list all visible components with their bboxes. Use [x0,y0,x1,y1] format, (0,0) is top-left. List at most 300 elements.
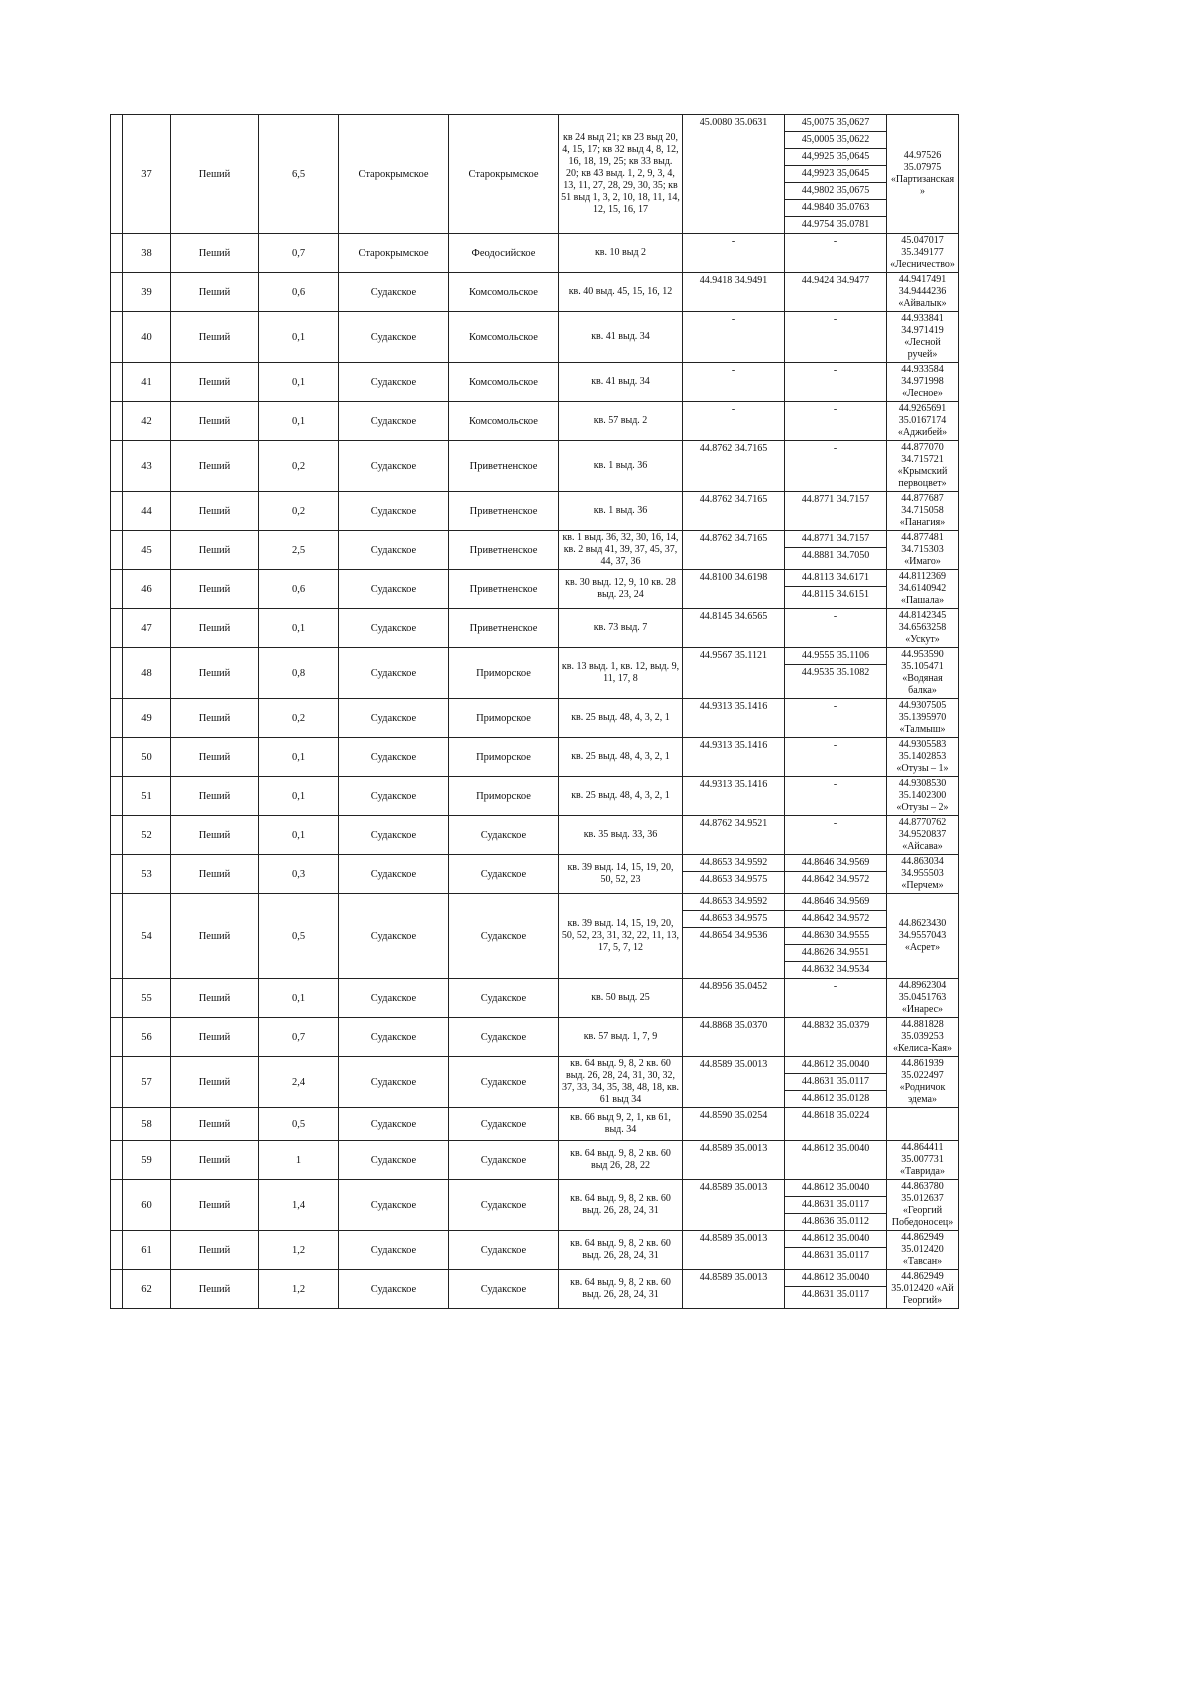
forestry-name: Судакское [339,492,449,531]
district-name: Комсомольское [449,402,559,441]
start-coords-line: 44.8762 34.7165 [699,494,768,505]
trail-type: Пеший [171,894,259,979]
object-coords: 44.863034 34.955503 «Перчем» [887,855,959,894]
table-row [111,570,959,609]
margin-cell [111,1270,123,1309]
quarter-allotments: кв. 57 выд. 1, 7, 9 [559,1018,683,1057]
forestry-name: Судакское [339,894,449,979]
trail-type: Пеший [171,531,259,570]
margin-cell [111,492,123,531]
end-coords-line: 45,0075 35,0627 [785,115,886,132]
start-coords-line: 44.9313 35.1416 [699,701,768,712]
district-name: Судакское [449,1108,559,1141]
table-row [111,312,959,363]
end-coords [785,1141,887,1180]
end-coords [785,1270,887,1309]
start-coords [683,777,785,816]
margin-cell [111,402,123,441]
end-coords-line: - [833,981,838,992]
start-coords [683,979,785,1018]
quarter-allotments: кв. 73 выд. 7 [559,609,683,648]
forestry-name: Судакское [339,1141,449,1180]
district-name: Приветненское [449,570,559,609]
end-coords-line: - [833,365,838,376]
row-number: 48 [123,648,171,699]
end-coords-line: - [833,779,838,790]
end-coords [785,738,887,777]
row-number: 37 [123,115,171,234]
forestry-name: Судакское [339,570,449,609]
row-number: 51 [123,777,171,816]
end-coords [785,363,887,402]
start-coords-line: 44.9313 35.1416 [699,740,768,751]
district-name: Судакское [449,894,559,979]
forestry-name: Судакское [339,312,449,363]
end-coords-line: 44.9840 35.0763 [785,200,886,217]
start-coords [683,855,785,894]
end-coords [785,1180,887,1231]
end-coords-line: 44.9535 35.1082 [801,667,870,678]
trail-type: Пеший [171,699,259,738]
end-coords-line: 44,9923 35,0645 [785,166,886,183]
row-number: 53 [123,855,171,894]
object-coords: 44.861939 35.022497 «Родничок эдема» [887,1057,959,1108]
start-coords-line: - [731,365,736,376]
forestry-name: Судакское [339,531,449,570]
district-name: Судакское [449,816,559,855]
document-page [110,114,958,1309]
start-coords [683,648,785,699]
start-coords [683,1057,785,1108]
start-coords-line: 44.8762 34.9521 [699,818,768,829]
start-coords-line: 44.8590 35.0254 [699,1110,768,1121]
district-name: Судакское [449,1231,559,1270]
start-coords [683,1108,785,1141]
end-coords-line: 44.8115 34.6151 [801,589,870,600]
forestry-name: Судакское [339,1231,449,1270]
start-coords-line: 44.8653 34.9575 [699,874,768,885]
start-coords-line: 44.8145 34.6565 [699,611,768,622]
trail-type: Пеший [171,273,259,312]
quarter-allotments: кв. 66 выд 9, 2, 1, кв 61, выд. 34 [559,1108,683,1141]
table-row [111,648,959,699]
forestry-name: Старокрымское [339,234,449,273]
object-coords: 45.047017 35.349177 «Лесничество» [887,234,959,273]
start-coords [683,312,785,363]
quarter-allotments: кв. 13 выд. 1, кв. 12, выд. 9, 11, 17, 8 [559,648,683,699]
quarter-allotments: кв. 64 выд. 9, 8, 2 кв. 60 выд 26, 28, 22 [559,1141,683,1180]
district-name: Комсомольское [449,312,559,363]
trail-length: 0,1 [259,402,339,441]
start-coords [683,1180,785,1231]
quarter-allotments: кв 24 выд 21; кв 23 выд 20, 4, 15, 17; кв 32 выд 4, 8, 12, 16, 18, 19, 25; кв 33 выд. 20; кв 43 выд. 1, 2, 9, 3, 4, 13, 11, 27, 28, 29, 30, 35; кв 51 выд 1, 3, 2, 10, 18, 11, 14, 12, 15, 16, 17 [559,115,683,234]
forestry-name: Судакское [339,979,449,1018]
trail-length: 0,2 [259,441,339,492]
trail-type: Пеший [171,1231,259,1270]
end-coords [785,570,887,609]
district-name: Приветненское [449,441,559,492]
end-coords-line: 44.8771 34.7157 [801,494,870,505]
end-coords-line: - [833,236,838,247]
row-number: 60 [123,1180,171,1231]
end-coords [785,894,887,979]
district-name: Феодосийское [449,234,559,273]
quarter-allotments: кв. 41 выд. 34 [559,312,683,363]
margin-cell [111,648,123,699]
district-name: Комсомольское [449,363,559,402]
district-name: Судакское [449,1141,559,1180]
row-number: 38 [123,234,171,273]
end-coords [785,1108,887,1141]
start-coords-line: - [731,314,736,325]
forestry-name: Судакское [339,609,449,648]
object-coords: 44.8623430 34.9557043 «Асрет» [887,894,959,979]
trail-length: 1,4 [259,1180,339,1231]
trail-length: 0,3 [259,855,339,894]
quarter-allotments: кв. 1 выд. 36 [559,441,683,492]
object-coords: 44.862949 35.012420 «Тавсан» [887,1231,959,1270]
trail-length: 0,1 [259,816,339,855]
table-row [111,1141,959,1180]
district-name: Приветненское [449,609,559,648]
forestry-name: Судакское [339,777,449,816]
row-number: 43 [123,441,171,492]
row-number: 46 [123,570,171,609]
start-coords-line: 44.8589 35.0013 [699,1272,768,1283]
margin-cell [111,115,123,234]
start-coords [683,609,785,648]
quarter-allotments: кв. 64 выд. 9, 8, 2 кв. 60 выд. 26, 28, 24, 31 [559,1270,683,1309]
forestry-name: Судакское [339,1180,449,1231]
margin-cell [111,1180,123,1231]
object-coords: 44.97526 35.07975 «Партизанская» [887,115,959,234]
quarter-allotments: кв. 64 выд. 9, 8, 2 кв. 60 выд. 26, 28, 24, 31 [559,1231,683,1270]
forestry-name: Судакское [339,441,449,492]
row-number: 44 [123,492,171,531]
trail-length: 0,1 [259,312,339,363]
trail-type: Пеший [171,1180,259,1231]
start-coords [683,402,785,441]
margin-cell [111,1108,123,1141]
trail-length: 2,5 [259,531,339,570]
district-name: Старокрымское [449,115,559,234]
trail-length: 1 [259,1141,339,1180]
table-row [111,1108,959,1141]
object-coords: 44.877070 34.715721 «Крымский первоцвет» [887,441,959,492]
margin-cell [111,609,123,648]
quarter-allotments: кв. 10 выд 2 [559,234,683,273]
quarter-allotments: кв. 35 выд. 33, 36 [559,816,683,855]
end-coords [785,979,887,1018]
end-coords-line: 44.9754 35.0781 [801,219,870,230]
margin-cell [111,1231,123,1270]
start-coords-line: 44.8762 34.7165 [699,533,768,544]
trail-length: 0,2 [259,492,339,531]
district-name: Судакское [449,1018,559,1057]
start-coords [683,1018,785,1057]
forestry-name: Судакское [339,816,449,855]
table-row [111,1180,959,1231]
table-row [111,738,959,777]
forestry-name: Старокрымское [339,115,449,234]
start-coords [683,1270,785,1309]
table-row [111,363,959,402]
end-coords-line: - [833,314,838,325]
trail-type: Пеший [171,1270,259,1309]
end-coords-line: 44.8642 34.9572 [785,911,886,928]
end-coords-line: 44.8612 35.0040 [785,1270,886,1287]
end-coords-line: 44.8631 35.0117 [785,1074,886,1091]
object-coords: 44.8770762 34.9520837 «Айсава» [887,816,959,855]
district-name: Судакское [449,979,559,1018]
row-number: 50 [123,738,171,777]
trail-length: 2,4 [259,1057,339,1108]
quarter-allotments: кв. 25 выд. 48, 4, 3, 2, 1 [559,699,683,738]
district-name: Приветненское [449,531,559,570]
trail-type: Пеший [171,1057,259,1108]
start-coords-line: 44.9418 34.9491 [699,275,768,286]
trail-type: Пеший [171,738,259,777]
margin-cell [111,699,123,738]
start-coords-line: 44.8653 34.9592 [683,855,784,872]
start-coords-line: 44.8956 35.0452 [699,981,768,992]
object-coords: 44.864411 35.007731 «Таврида» [887,1141,959,1180]
row-number: 61 [123,1231,171,1270]
object-coords: 44.9308530 35.1402300 «Отузы – 2» [887,777,959,816]
object-coords: 44.881828 35.039253 «Келиса-Кая» [887,1018,959,1057]
trail-type: Пеший [171,1141,259,1180]
object-coords: 44.863780 35.012637 «Георгий Победоносец» [887,1180,959,1231]
end-coords-line: 44.8631 35.0117 [785,1197,886,1214]
quarter-allotments: кв. 64 выд. 9, 8, 2 кв. 60 выд. 26, 28, 24, 31 [559,1180,683,1231]
object-coords: 44.8962304 35.0451763 «Инарес» [887,979,959,1018]
end-coords-line: 44.8636 35.0112 [801,1216,870,1227]
end-coords [785,273,887,312]
start-coords-line: 44.8589 35.0013 [699,1233,768,1244]
start-coords-line: 44.8589 35.0013 [699,1182,768,1193]
table-row [111,531,959,570]
start-coords [683,234,785,273]
end-coords [785,115,887,234]
table-row [111,441,959,492]
table-row [111,1231,959,1270]
quarter-allotments: кв. 39 выд. 14, 15, 19, 20, 50, 52, 23, 31, 32, 22, 11, 13, 17, 5, 7, 12 [559,894,683,979]
row-number: 47 [123,609,171,648]
row-number: 54 [123,894,171,979]
forestry-name: Судакское [339,855,449,894]
start-coords-line: 44.8589 35.0013 [699,1059,768,1070]
table-row [111,1018,959,1057]
table-row [111,234,959,273]
start-coords [683,531,785,570]
start-coords-line: 45.0080 35.0631 [699,117,768,128]
district-name: Судакское [449,1057,559,1108]
district-name: Приморское [449,648,559,699]
start-coords [683,699,785,738]
district-name: Судакское [449,1270,559,1309]
start-coords-line: 44.8653 34.9592 [683,894,784,911]
forestry-name: Судакское [339,1057,449,1108]
district-name: Приморское [449,738,559,777]
margin-cell [111,738,123,777]
end-coords [785,234,887,273]
end-coords [785,648,887,699]
margin-cell [111,1057,123,1108]
table-row [111,979,959,1018]
object-coords [887,1108,959,1141]
row-number: 42 [123,402,171,441]
end-coords-line: - [833,701,838,712]
end-coords-line: 44.8612 35.0040 [785,1057,886,1074]
end-coords-line: 45,0005 35,0622 [785,132,886,149]
quarter-allotments: кв. 1 выд. 36 [559,492,683,531]
end-coords-line: 44.8612 35.0040 [785,1231,886,1248]
margin-cell [111,816,123,855]
margin-cell [111,979,123,1018]
trails-table [110,114,959,1309]
end-coords-line: 44.8646 34.9569 [785,894,886,911]
end-coords-line: 44,9925 35,0645 [785,149,886,166]
start-coords [683,894,785,979]
start-coords-line: 44.8653 34.9575 [683,911,784,928]
table-row [111,492,959,531]
start-coords-line: 44.8100 34.6198 [699,572,768,583]
object-coords: 44.9307505 35.1395970 «Талмыш» [887,699,959,738]
row-number: 59 [123,1141,171,1180]
start-coords [683,492,785,531]
end-coords [785,1057,887,1108]
row-number: 58 [123,1108,171,1141]
object-coords: 44.862949 35.012420 «Ай Георгий» [887,1270,959,1309]
start-coords-line: 44.9313 35.1416 [699,779,768,790]
forestry-name: Судакское [339,273,449,312]
object-coords: 44.8112369 34.6140942 «Пашала» [887,570,959,609]
trail-type: Пеший [171,441,259,492]
forestry-name: Судакское [339,738,449,777]
trail-length: 0,1 [259,979,339,1018]
end-coords [785,609,887,648]
trail-length: 0,1 [259,777,339,816]
object-coords: 44.9305583 35.1402853 «Отузы – 1» [887,738,959,777]
trail-length: 0,1 [259,363,339,402]
trail-type: Пеший [171,777,259,816]
margin-cell [111,1018,123,1057]
end-coords-line: 44.9555 35.1106 [785,648,886,665]
object-coords: 44.953590 35.105471 «Водяная балка» [887,648,959,699]
quarter-allotments: кв. 39 выд. 14, 15, 19, 20, 50, 52, 23 [559,855,683,894]
start-coords [683,363,785,402]
start-coords-line: 44.8762 34.7165 [699,443,768,454]
margin-cell [111,855,123,894]
start-coords-line: 44.9567 35.1121 [699,650,768,661]
trail-length: 0,7 [259,234,339,273]
forestry-name: Судакское [339,1270,449,1309]
object-coords: 44.877687 34.715058 «Панагия» [887,492,959,531]
quarter-allotments: кв. 64 выд. 9, 8, 2 кв. 60 выд. 26, 28, 24, 31, 30, 32, 37, 33, 34, 35, 38, 48, 18, кв. 61 выд 34 [559,1057,683,1108]
forestry-name: Судакское [339,648,449,699]
end-coords-line: 44.8632 34.9534 [801,964,870,975]
end-coords [785,777,887,816]
margin-cell [111,570,123,609]
end-coords-line: 44.8612 35.0040 [785,1180,886,1197]
start-coords-line: - [731,236,736,247]
quarter-allotments: кв. 41 выд. 34 [559,363,683,402]
trail-type: Пеший [171,648,259,699]
object-coords: 44.933841 34.971419 «Лесной ручей» [887,312,959,363]
quarter-allotments: кв. 57 выд. 2 [559,402,683,441]
end-coords-line: - [833,404,838,415]
table-row [111,1270,959,1309]
trail-length: 0,5 [259,1108,339,1141]
object-coords: 44.877481 34.715303 «Имаго» [887,531,959,570]
trail-length: 0,6 [259,570,339,609]
end-coords [785,531,887,570]
start-coords-line: 44.8654 34.9536 [699,930,768,941]
row-number: 45 [123,531,171,570]
object-coords: 44.8142345 34.6563258 «Ускут» [887,609,959,648]
district-name: Приморское [449,699,559,738]
trail-type: Пеший [171,816,259,855]
row-number: 57 [123,1057,171,1108]
quarter-allotments: кв. 40 выд. 45, 15, 16, 12 [559,273,683,312]
trail-type: Пеший [171,115,259,234]
end-coords [785,441,887,492]
row-number: 62 [123,1270,171,1309]
row-number: 41 [123,363,171,402]
end-coords-line: - [833,740,838,751]
end-coords-line: - [833,443,838,454]
trail-type: Пеший [171,402,259,441]
forestry-name: Судакское [339,402,449,441]
forestry-name: Судакское [339,1108,449,1141]
trail-length: 0,7 [259,1018,339,1057]
end-coords-line: 44.9424 34.9477 [801,275,870,286]
row-number: 40 [123,312,171,363]
end-coords-line: 44.8771 34.7157 [785,531,886,548]
start-coords [683,1141,785,1180]
trail-length: 6,5 [259,115,339,234]
end-coords [785,1231,887,1270]
district-name: Судакское [449,1180,559,1231]
trail-length: 0,1 [259,738,339,777]
end-coords-line: 44.8631 35.0117 [801,1289,870,1300]
start-coords [683,115,785,234]
quarter-allotments: кв. 25 выд. 48, 4, 3, 2, 1 [559,777,683,816]
table-row [111,699,959,738]
district-name: Комсомольское [449,273,559,312]
margin-cell [111,312,123,363]
margin-cell [111,894,123,979]
trail-length: 0,8 [259,648,339,699]
trail-type: Пеший [171,234,259,273]
margin-cell [111,273,123,312]
end-coords-line: - [833,818,838,829]
row-number: 39 [123,273,171,312]
end-coords [785,402,887,441]
end-coords-line: 44.8113 34.6171 [785,570,886,587]
margin-cell [111,441,123,492]
district-name: Приморское [449,777,559,816]
end-coords-line: 44.8646 34.9569 [785,855,886,872]
start-coords [683,441,785,492]
start-coords [683,738,785,777]
district-name: Приветненское [449,492,559,531]
end-coords-line: 44.8612 35.0040 [801,1143,870,1154]
trail-length: 0,1 [259,609,339,648]
table-row [111,1057,959,1108]
end-coords-line: 44.8832 35.0379 [801,1020,870,1031]
table-row [111,273,959,312]
